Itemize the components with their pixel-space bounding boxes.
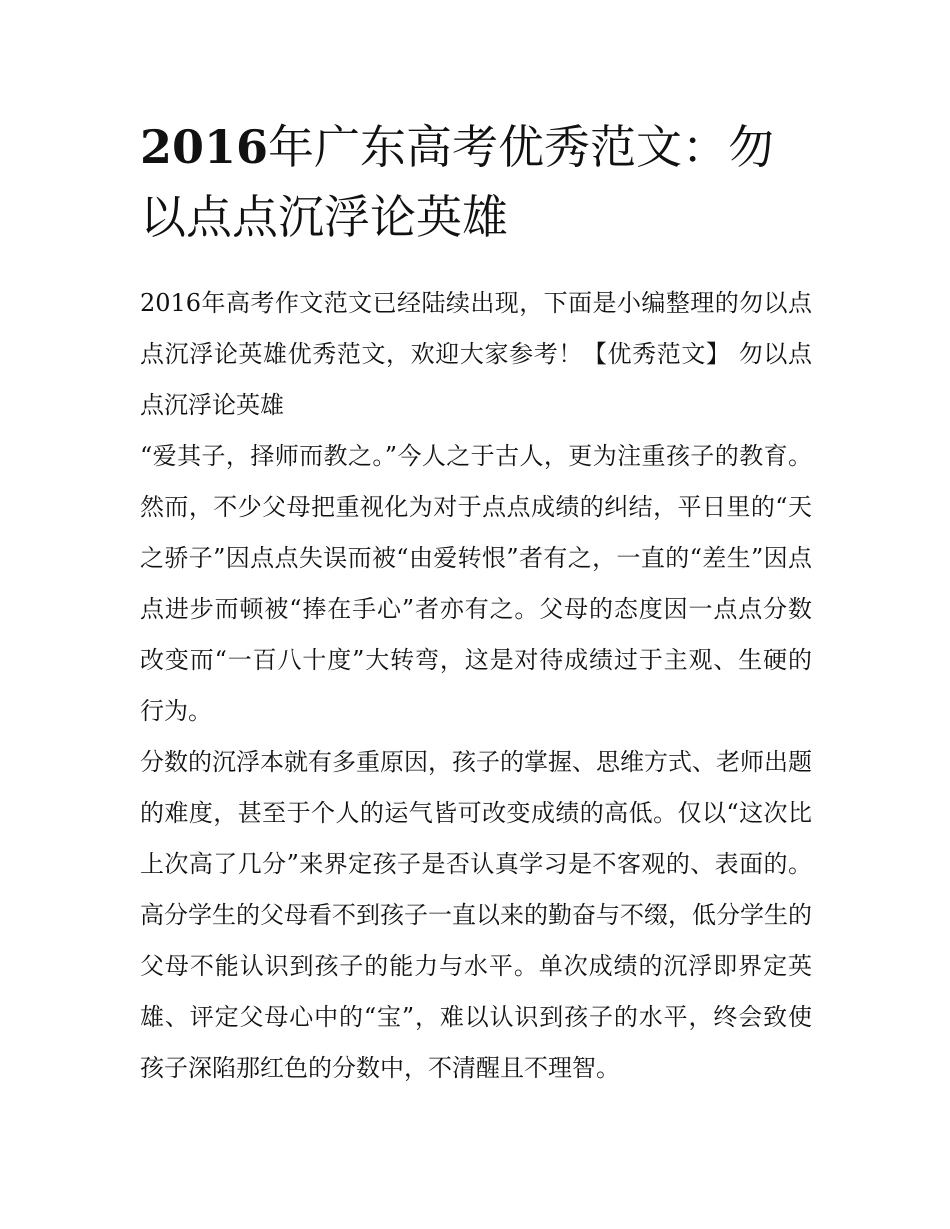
title-text: 年广东高考优秀范文：勿以点点沉浮论英雄 <box>140 120 775 244</box>
body-paragraph-1: “爱其子，择师而教之。”今人之于古人，更为注重孩子的教育。然而，不少父母把重视化为对于点点成绩的纠结，平日里的“天之骄子”因点点失误而被“由爱转恨”者有之，一直的“差生”因点点进步而顿被“捧在手心”者亦有之。父母的态度因一点点分数改变而“一百八十度”大转弯，这是对待成绩过于主观、生硬的行为。 <box>140 442 812 725</box>
page-title <box>140 112 812 252</box>
body-paragraph-2: 分数的沉浮本就有多重原因，孩子的掌握、思维方式、老师出题的难度，甚至于个人的运气皆可改变成绩的高低。仅以“这次比上次高了几分”来界定孩子是否认真学习是不客观的、表面的。高分学生的父母看不到孩子一直以来的勤奋与不缀，低分学生的父母不能认识到孩子的能力与水平。单次成绩的沉浮即界定英雄、评定父母心中的“宝”，难以认识到孩子的水平，终会致使孩子深陷那红色的分数中，不清醒且不理智。 <box>140 748 812 1082</box>
article-body <box>140 278 812 1094</box>
title-year: 2016 <box>140 120 269 174</box>
intro-paragraph: 2016年高考作文范文已经陆续出现，下面是小编整理的勿以点点沉浮论英雄优秀范文，欢迎大家参考！【优秀范文】 勿以点点沉浮论英雄 <box>140 289 812 419</box>
document-content <box>140 112 812 1094</box>
